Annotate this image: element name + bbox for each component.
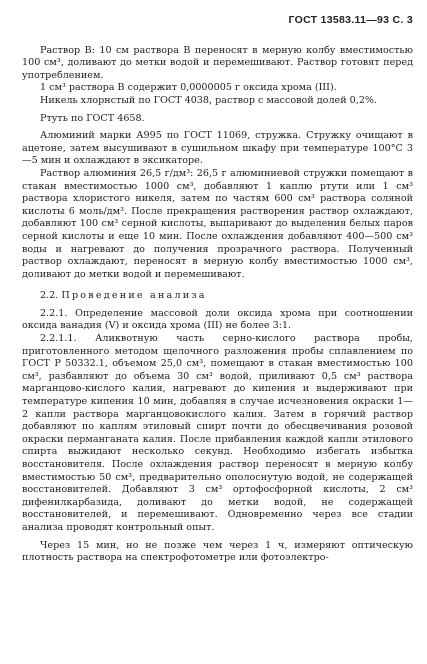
paragraph-solution-v-content: 1 см³ раствора В содержит 0,0000005 г оксида хрома (III).: [40, 82, 337, 94]
paragraph-nickel: Никель хлорнстый по ГОСТ 4038, раствор с массовой долей 0,2%.: [40, 94, 378, 106]
paragraph-mercury: Ртуть по ГОСТ 4658.: [40, 112, 145, 124]
paragraph-measurement: Через 15 мин, но не позже чем через 1 ч, измеряют оптическую плотность раствора на спектрофотометре или фотоэлектро-: [22, 539, 413, 564]
section-number: 2.2.: [40, 290, 59, 302]
paragraph-aluminium-solution: Раствор алюминия 26,5 г/дм³: 26,5 г алюминиевой стружки помещают в стакан вместимостью 1000 см³, добавляют 1 каплю ртути или 1 см³ раствора хлористого никеля, затем по частям 600 см³ раствора соляной кислоты 6 моль/дм³. После прекращения растворения раствор охлаждают, добавляют 100 см³ серной кислоты, выпаривают до выделения белых паров серной кислоты и еще 10 мин. После охлаждения добавляют 400—500 см³ воды и нагревают до получения прозрачного раствора. Полученный раствор охлаждают, переносят в мерную колбу вместимостью 1000 см³, доливают до метки водой и перемешивают.: [22, 167, 413, 280]
section-heading: [22, 290, 413, 303]
paragraph-aluminium: Алюминий марки А995 по ГОСТ 11069, стружка. Стружку очищают в ацетоне, затем высушивают в сушильном шкафу при температуре 100°С 3—5 мин и охлаждают в эксикаторе.: [22, 130, 413, 167]
paragraph-solution-v: Раствор В: 10 см раствора В переносят в мерную колбу вместимостью 100 см³, доливают до метки водой и перемешивают. Раствор готовят перед употреблением.: [22, 44, 413, 81]
page-header: ГОСТ 13583.11—93 С. 3: [288, 14, 413, 26]
section-title: Проведение анализа: [61, 290, 207, 302]
subsection-2-2-1: 2.2.1. Определение массовой доли оксида хрома при соотношении оксида ванадия (V) и оксида хрома (III) не более 3:1.: [22, 307, 413, 332]
subsection-2-2-1-1: 2.2.1.1. Аликвотную часть серно-кислого раствора пробы, приготовленного методом щелочного разложения пробы сплавлением по ГОСТ Р 50332.1, объемом 25,0 см³, помещают в стакан вместимостью 100 см³, разбавляют до объема 30 см³ водой, приливают 0,5 см³ раствора марганцово-кислого калия, нагревают до кипения и выдерживают при температуре кипения 10 мин, добавляя в случае исчезновения окраски 1—2 капли раствора марганцовокислого калия. Затем в горячий раствор добавляют по каплям этиловый спирт почти до обесцвечивания розовой окраски перманганата калия. После прибавления каждой капли этилового спирта выжидают несколько секунд. Необходимо избегать избытка восстановителя. После охлаждения раствор переносят в мерную колбу вместимостью 50 см³, предварительно ополоснутую водой, не содержащей восстановителей. Добавляют 3 см³ ортофосфорной кислоты, 2 см³ дифенилкарбазида, доливают до метки водой, не содержащей восстановителей, и перемешивают. Одновременно через все стадии анализа проводят контрольный опыт.: [22, 333, 413, 533]
